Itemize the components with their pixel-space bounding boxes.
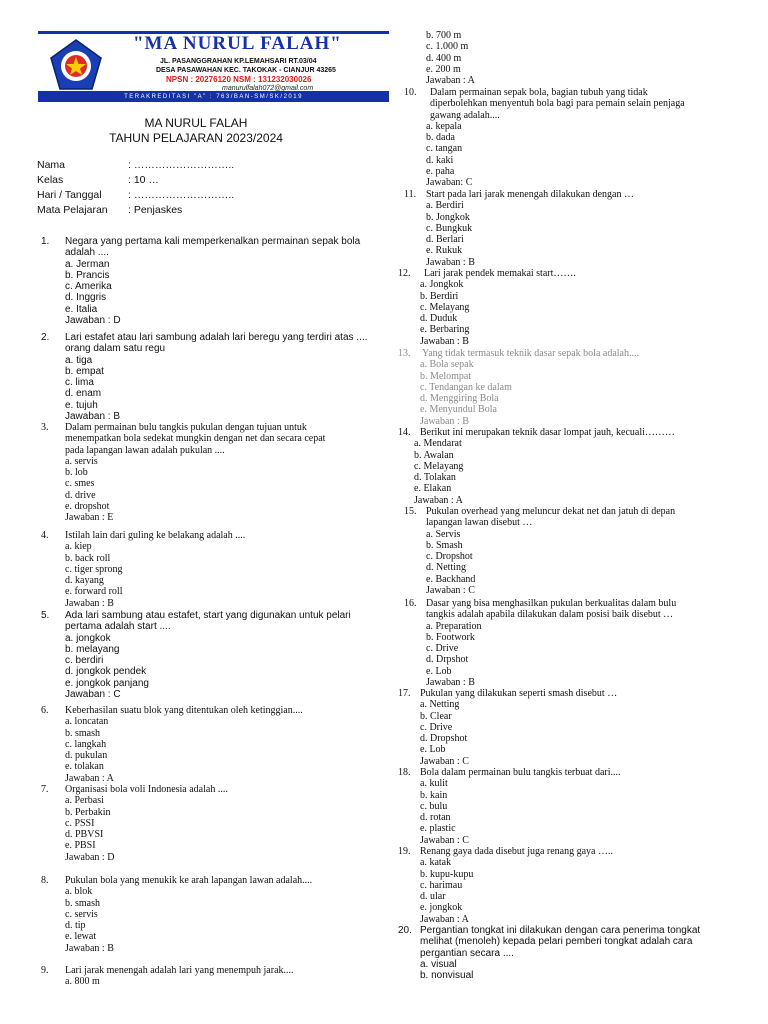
question-line: Jawaban : B (65, 597, 114, 609)
question-line: a. Jongkok (420, 279, 464, 291)
question-line: c. tangan (426, 143, 463, 155)
question-line: d. Berlari (426, 234, 464, 246)
question-line: b. 700 m (426, 30, 462, 41)
question-line: b. back roll (65, 552, 111, 564)
question-line: e. 200 m (426, 63, 461, 75)
question-line: e. Rukuk (426, 245, 463, 257)
question-line: Jawaban : B (426, 677, 475, 689)
question-number: 10. (404, 87, 417, 98)
question-number: 12. (398, 268, 411, 279)
question-line: c. lima (65, 377, 94, 389)
question-line: d. Drpshot (426, 654, 469, 666)
question-line: e. PBSI (65, 840, 96, 852)
question-line: Pukulan bola yang menukik ke arah lapangan lawan adalah.... (65, 875, 313, 886)
question-line: c. servis (65, 908, 98, 920)
question-line: a. katak (420, 857, 452, 869)
question-line: a. Berdiri (426, 200, 464, 212)
question-line: Jawaban : B (65, 942, 114, 954)
question-line: b. lob (65, 467, 88, 479)
question-number: 3. (41, 422, 49, 433)
identity-row-class (37, 174, 159, 186)
question-line: Jawaban : A (426, 75, 475, 87)
question-line: b. Melompat (420, 370, 472, 382)
question-line: Jawaban : D (65, 851, 115, 863)
question-line: tangkis adalah apabila dilakukan dalam posisi baik disebut … (426, 609, 674, 621)
question-line: b. smash (65, 727, 100, 739)
school-banner (38, 31, 389, 102)
question-number: 13. (398, 348, 411, 359)
question-line: menempatkan bola sedekat mungkin dengan net dan secara cepat (65, 433, 326, 445)
question-line: b. melayang (65, 643, 120, 655)
question-line: Jawaban : C (65, 689, 121, 701)
question-line: d. Duduk (420, 313, 458, 325)
question-line: a. blok (65, 886, 93, 898)
question-line: a. loncatan (65, 716, 109, 728)
question-line: b. dada (426, 132, 455, 144)
question-line: a. 800 m (65, 976, 100, 988)
question-line: Jawaban : A (420, 913, 469, 925)
question-line: Jawaban: C (426, 177, 473, 189)
question-line: c. berdiri (65, 655, 104, 667)
page-subtitle: TAHUN PELAJARAN 2023/2024 (109, 131, 283, 145)
question-line: Bola dalam permainan bulu tangkis terbuat dari.... (420, 767, 621, 778)
question-line: Jawaban : C (426, 585, 475, 597)
question-line: a. kiep (65, 541, 92, 553)
identity-row-subject (37, 204, 182, 216)
question-number: 6. (41, 705, 49, 716)
question-line: Jawaban : E (65, 512, 114, 524)
question-line: e. paha (426, 166, 455, 178)
question-line: d. enam (65, 388, 102, 400)
question-line: Dalam permainan bulu tangkis pukulan dengan tujuan untuk (65, 422, 307, 433)
question-number: 2. (41, 332, 50, 343)
identity-value: : 10 … (128, 174, 159, 186)
question-line: d. Dropshot (420, 733, 468, 745)
question-line: Start pada lari jarak menengah dilakukan dengan … (426, 189, 634, 200)
identity-value: : ……………………….. (128, 159, 235, 171)
question-line: Lari jarak pendek memakai start……. (424, 268, 576, 279)
question-line: Negara yang pertama kali memperkenalkan permainan sepak bola (65, 236, 361, 247)
question-line: pertama adalah start .... (65, 621, 171, 633)
identity-row-date (37, 189, 234, 201)
question-line: e. dropshot (65, 501, 110, 513)
question-line: diperbolehkan menyentuh bola bagi para pemain selain penjaga (430, 98, 685, 110)
question-line: gawang adalah.... (430, 109, 500, 121)
question-number: 19. (398, 846, 411, 857)
question-line: Jawaban : D (65, 315, 121, 327)
identity-value: : ……………………….. (128, 189, 235, 201)
question-line: Jawaban : C (420, 834, 469, 846)
question-line: Dalam permainan sepak bola, bagian tubuh yang tidak (430, 87, 648, 98)
question-line: c. Bungkuk (426, 222, 473, 234)
question-line: c. langkah (65, 738, 107, 750)
question-line: d. 400 m (426, 52, 462, 64)
question-line: b. empat (65, 365, 104, 377)
question-line: a. Jerman (65, 258, 110, 270)
question-line: b. nonvisual (420, 970, 474, 982)
question-line: adalah .... (65, 247, 109, 259)
question-line: Jawaban : C (420, 755, 469, 767)
question-line: b. Smash (426, 539, 463, 551)
question-number: 9. (41, 965, 49, 976)
identity-label: Mata Pelajaran (37, 204, 108, 216)
question-number: 16. (404, 598, 417, 609)
question-line: b. kain (420, 789, 448, 801)
question-line: a. Bola sepak (420, 359, 474, 371)
question-line: e. tujuh (65, 399, 98, 411)
question-line: b. Jongkok (426, 211, 470, 223)
identity-label: Nama (37, 159, 66, 171)
question-line: e. forward roll (65, 586, 123, 598)
question-line: a. Servis (426, 528, 461, 540)
question-line: a. Mendarat (414, 438, 462, 450)
banner-accreditation: TERAKREDITASI "A" : 763/BAN-SM/SK/2019 (124, 94, 303, 100)
question-line: b. Perbakin (65, 806, 111, 818)
question-line: a. kulit (420, 778, 448, 790)
question-line: Jawaban : B (420, 415, 469, 427)
question-line: orang dalam satu regu (65, 343, 166, 355)
question-line: e. Menyundul Bola (420, 404, 497, 416)
question-line: c. Dropshot (426, 551, 473, 563)
question-number: 7. (41, 784, 49, 795)
question-line: Pukulan overhead yang meluncur dekat net dan jatuh di depan (426, 506, 676, 517)
question-line: c. Melayang (420, 301, 470, 313)
question-line: a. kepala (426, 120, 462, 132)
question-line: melihat (menoleh) kepada pelari pemberi tongkat adalah cara (420, 936, 693, 948)
question-line: c. harimau (420, 879, 463, 891)
question-number: 1. (41, 236, 50, 247)
question-line: Jawaban : B (426, 256, 475, 268)
question-line: Yang tidak termasuk teknik dasar sepak bola adalah.... (422, 348, 639, 359)
question-line: b. Clear (420, 710, 452, 722)
banner-email: manurulfalah072@gmail.com (222, 85, 314, 92)
question-line: lapangan lawan disebut … (426, 517, 533, 529)
question-line: Pukulan yang dilakukan seperti smash disebut … (420, 688, 618, 699)
question-line: a. visual (420, 958, 457, 970)
question-line: e. Berbaring (420, 324, 470, 336)
question-line: Ada lari sambung atau estafet, start yang digunakan untuk pelari (65, 610, 351, 621)
question-line: a. Perbasi (65, 795, 104, 807)
question-line: b. Footwork (426, 631, 475, 643)
question-line: Jawaban : B (65, 411, 121, 423)
question-number: 14. (398, 427, 411, 438)
question-line: Lari jarak menengah adalah lari yang menempuh jarak.... (65, 965, 294, 976)
question-line: d. pukulan (65, 750, 108, 762)
question-line: d. jongkok pendek (65, 666, 147, 678)
question-line: a. servis (65, 455, 98, 467)
question-number: 11. (404, 189, 417, 200)
question-line: e. jongkok panjang (65, 677, 149, 689)
question-line: b. Awalan (414, 449, 454, 461)
question-line: e. lewat (65, 931, 97, 943)
question-line: d. ular (420, 891, 446, 903)
question-line: b. Prancis (65, 269, 110, 281)
question-line: b. kupu-kupu (420, 868, 474, 880)
question-line: e. plastic (420, 823, 456, 835)
identity-label: Kelas (37, 174, 64, 186)
question-line: d. kayang (65, 575, 104, 587)
question-line: Jawaban : A (414, 494, 463, 506)
question-line: c. smes (65, 478, 95, 490)
question-line: a. Netting (420, 699, 460, 711)
banner-address-line2: DESA PASAWAHAN KEC. TAKOKAK - CIANJUR 43265 (156, 67, 336, 74)
identity-value: : Penjaskes (128, 204, 183, 216)
question-line: d. Tolakan (414, 472, 456, 484)
question-line: c. bulu (420, 800, 448, 812)
question-line: c. PSSI (65, 817, 95, 829)
question-line: d. Inggris (65, 292, 107, 304)
banner-npsn: NPSN : 20276120 NSM : 131232030026 (166, 75, 312, 84)
question-9-continued (426, 30, 475, 86)
identity-label: Hari / Tanggal (37, 189, 102, 201)
school-logo-icon (48, 38, 104, 92)
question-line: d. rotan (420, 812, 451, 824)
question-line: Lari estafet atau lari sambung adalah lari beregu yang terdiri atas .... (65, 332, 368, 343)
question-line: c. Drive (426, 643, 459, 655)
question-line: d. Netting (426, 562, 466, 574)
question-line: Dasar yang bisa menghasilkan pukulan berkualitas dalam bulu (426, 598, 677, 609)
question-number: 8. (41, 875, 49, 886)
question-line: Jawaban : B (420, 335, 469, 347)
question-line: d. PBVSI (65, 829, 104, 841)
question-line: c. Drive (420, 721, 453, 733)
question-line: pergantian secara .... (420, 947, 514, 959)
question-line: d. tip (65, 920, 86, 932)
question-line: a. Preparation (426, 620, 482, 632)
question-line: Organisasi bola voli Indonesia adalah .... (65, 784, 228, 795)
question-line: e. Italia (65, 303, 98, 315)
question-line: c. Melayang (414, 460, 464, 472)
question-number: 15. (404, 506, 417, 517)
page-title: MA NURUL FALAH (144, 116, 248, 130)
question-line: e. Backhand (426, 573, 476, 585)
question-line: e. Elakan (414, 483, 452, 495)
question-line: e. Lob (426, 665, 452, 677)
banner-address-line1: JL. PASANGGRAHAN KP.LEMAHSARI RT.03/04 (160, 58, 317, 65)
question-line: Renang gaya dada disebut juga renang gaya ….. (420, 846, 613, 857)
question-number: 5. (41, 610, 50, 621)
question-number: 20. (398, 925, 412, 936)
question-line: Pergantian tongkat ini dilakukan dengan cara penerima tongkat (420, 925, 701, 936)
question-line: a. tiga (65, 354, 93, 366)
question-line: d. Menggiring Bola (420, 393, 499, 405)
question-line: Berikut ini merupakan teknik dasar lompat jauh, kecuali……… (420, 427, 675, 438)
question-number: 17. (398, 688, 411, 699)
question-number: 4. (41, 530, 49, 541)
question-line: c. Tendangan ke dalam (420, 381, 512, 393)
question-line: c. Amerika (65, 281, 112, 293)
question-line: c. tiger sprong (65, 563, 123, 575)
question-line: Jawaban : A (65, 772, 114, 784)
question-line: Istilah lain dari guling ke belakang adalah .... (65, 530, 246, 541)
question-line: d. kaki (426, 154, 454, 166)
question-line: e. jongkok (420, 902, 463, 914)
question-line: d. drive (65, 489, 96, 501)
question-line: e. Lob (420, 744, 446, 756)
question-line: b. smash (65, 897, 100, 909)
question-line: e. tolakan (65, 761, 104, 773)
question-line: pada lapangan lawan adalah pukulan .... (65, 444, 225, 456)
question-line: c. 1.000 m (426, 41, 469, 53)
question-line: Keberhasilan suatu blok yang ditentukan oleh ketinggian.... (65, 705, 303, 716)
banner-school-name: "MA NURUL FALAH" (133, 33, 342, 54)
identity-row-name (37, 159, 234, 171)
question-line: b. Berdiri (420, 290, 459, 302)
question-number: 18. (398, 767, 411, 778)
question-line: a. jongkok (65, 632, 111, 644)
